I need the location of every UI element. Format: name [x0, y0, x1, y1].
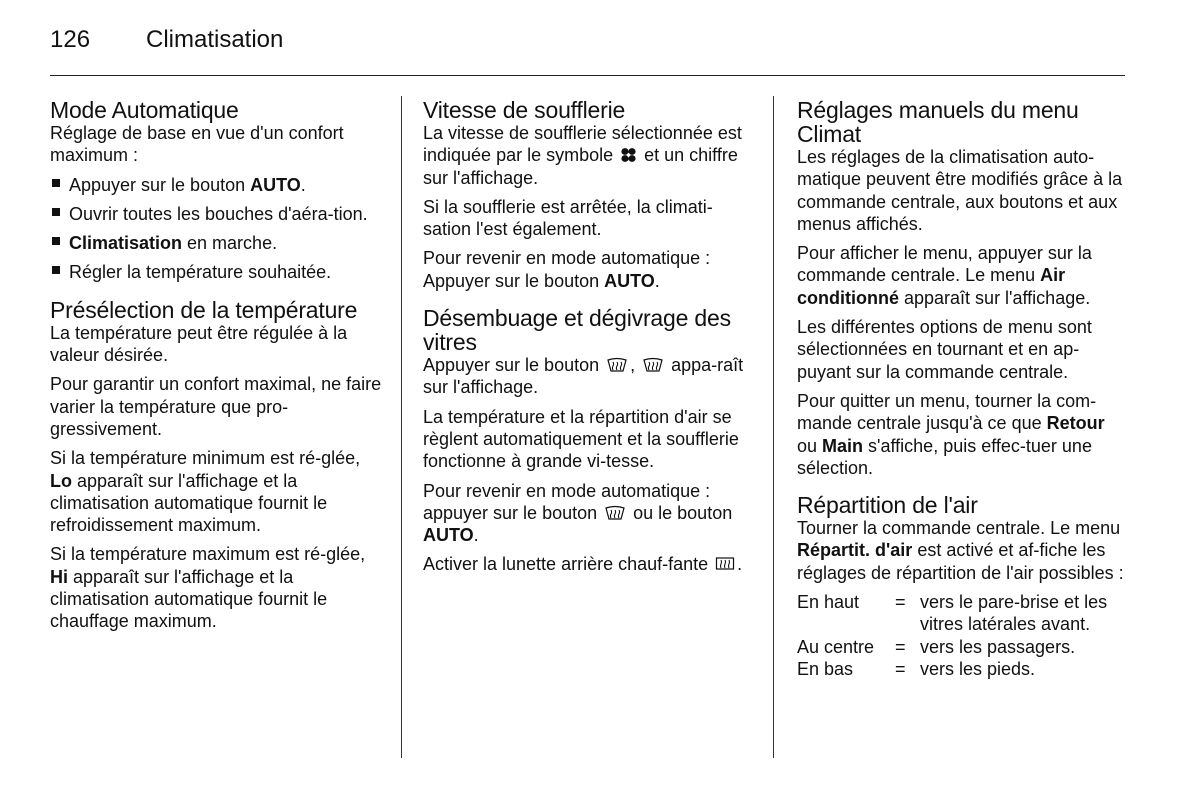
- column-divider-2: [773, 96, 774, 758]
- paragraph-vitesse-1: [423, 122, 753, 189]
- text: La vitesse de soufflerie sélectionnée est indiquée par le symbole: [423, 123, 742, 166]
- equals: =: [895, 636, 906, 657]
- heading-desembuage: Désembuage et dégivrage des vitres: [423, 305, 731, 356]
- heading-reglages-menu: Réglages manuels du menu Climat: [797, 97, 1079, 147]
- column-1: [50, 96, 384, 640]
- text: en marche.: [182, 233, 278, 254]
- bold-text: Climatisation: [69, 233, 183, 254]
- text: .: [654, 270, 660, 291]
- paragraph-vitesse-2: Si la soufflerie est arrêtée, la climati-sation l'est également.: [423, 196, 713, 240]
- paragraph-menu-1: Les réglages de la climatisation auto-matique peuvent être modifiés grâce à la commande centrale, aux boutons et aux menus affichés.: [797, 147, 1123, 234]
- paragraph-desemb-1: [423, 354, 753, 399]
- bullet-icon: [52, 237, 60, 245]
- text: Pour revenir en mode automatique : Appuyer sur le bouton: [423, 248, 711, 291]
- paragraph-lo: [50, 447, 384, 536]
- bold-text: Lo: [50, 470, 72, 491]
- text: Tourner la commande centrale. Le menu: [797, 518, 1121, 539]
- text: apparaît sur l'affichage et la climatisation automatique fournit le chauffage maximum.: [50, 566, 328, 632]
- text: Pour quitter un menu, tourner la com-mande centrale jusqu'à ce que: [797, 390, 1097, 434]
- term: En bas: [797, 658, 854, 679]
- text: Régler la température souhaitée.: [69, 262, 332, 283]
- paragraph-repart-1: [797, 517, 1129, 584]
- paragraph-menu-4: [797, 390, 1129, 479]
- bullet-icon: [52, 266, 60, 274]
- description: vers les pieds.: [920, 658, 1036, 679]
- paragraph-menu-3: Les différentes options de menu sont sélectionnées en tournant et en ap-puyant sur la commande centrale.: [797, 317, 1092, 382]
- header-rule: [50, 75, 1125, 76]
- column-3: [797, 96, 1129, 680]
- description: vers les passagers.: [920, 636, 1076, 657]
- column-2: [423, 96, 753, 583]
- text: Si la température maximum est ré-glée,: [50, 544, 366, 565]
- windshield-defrost-icon: [606, 357, 628, 373]
- text: .: [300, 174, 306, 195]
- list-item: [797, 591, 1129, 636]
- bullet-icon: [52, 179, 60, 187]
- windshield-defrost-icon: [604, 505, 626, 521]
- bullet-list: [50, 174, 384, 284]
- paragraph-desemb-3: [423, 480, 753, 547]
- heading-vitesse: Vitesse de soufflerie: [423, 97, 626, 123]
- list-item: [797, 636, 1129, 658]
- list-item: [50, 261, 384, 283]
- bold-text: AUTO: [250, 174, 301, 195]
- equals: =: [895, 592, 906, 613]
- term: Au centre: [797, 636, 875, 657]
- text: apparaît sur l'affichage.: [899, 287, 1091, 308]
- description: vers le pare-brise et les vitres latérales avant.: [920, 592, 1108, 635]
- text: Activer la lunette arrière chauf-fante: [423, 554, 714, 575]
- text: Pour revenir en mode automatique : appuyer sur le bouton: [423, 480, 711, 523]
- bold-text: Hi: [50, 566, 68, 587]
- rear-window-heater-icon: [715, 556, 735, 572]
- paragraph-desemb-2: La température et la répartition d'air se règlent automatiquement et la soufflerie fonctionne à grande vi-tesse.: [423, 406, 739, 472]
- page-header: [50, 26, 283, 54]
- text: .: [473, 525, 479, 546]
- text: ou le bouton: [628, 502, 733, 523]
- heading-repartition: Répartition de l'air: [797, 492, 978, 519]
- bold-text: Air conditionné: [797, 265, 1066, 308]
- text: ,: [630, 355, 641, 376]
- air-distribution-list: [797, 591, 1129, 680]
- text: apparaît sur l'affichage et la climatisation automatique fournit le refroidissement maximum.: [50, 470, 328, 536]
- text: .: [737, 554, 743, 575]
- paragraph-presel-2: Pour garantir un confort maximal, ne faire varier la température que pro-gressivement.: [50, 374, 382, 439]
- page-number: 126: [50, 26, 91, 53]
- bold-text: AUTO: [423, 525, 474, 546]
- page-title: Climatisation: [146, 26, 284, 53]
- text: s'affiche, puis effec-tuer une sélection.: [797, 435, 1092, 478]
- text: Si la température minimum est ré-glée,: [50, 448, 361, 469]
- text: Pour afficher le menu, appuyer sur la commande centrale. Le menu: [797, 243, 1092, 286]
- term: En haut: [797, 592, 860, 613]
- heading-preselection: Présélection de la température: [50, 296, 358, 323]
- text: Appuyer sur le bouton: [69, 174, 251, 195]
- list-item: [50, 203, 384, 225]
- text: Appuyer sur le bouton: [423, 355, 605, 376]
- paragraph-hi: [50, 543, 384, 632]
- bold-text: Retour: [1046, 413, 1105, 434]
- text: Ouvrir toutes les bouches d'aéra-tion.: [69, 203, 368, 224]
- list-item: [50, 232, 384, 254]
- list-item: [50, 174, 384, 196]
- bold-text: Main: [822, 435, 864, 456]
- column-divider-1: [401, 96, 402, 758]
- paragraph-auto: Réglage de base en vue d'un confort maximum :: [50, 123, 344, 166]
- bold-text: Répartit. d'air: [797, 540, 913, 561]
- text: est activé et af-fiche les réglages de répartition de l'air possibles :: [797, 540, 1124, 583]
- text: ou: [797, 435, 823, 456]
- paragraph-vitesse-3: [423, 247, 753, 292]
- bold-text: AUTO: [604, 270, 655, 291]
- list-item: [797, 658, 1129, 680]
- paragraph-presel-1: La température peut être régulée à la valeur désirée.: [50, 322, 348, 366]
- fan-icon: [620, 147, 637, 163]
- bullet-icon: [52, 208, 60, 216]
- heading-mode-automatique: Mode Automatique: [50, 97, 239, 123]
- windshield-defrost-icon: [642, 357, 664, 373]
- text: et un chiffre sur l'affichage.: [423, 145, 738, 188]
- paragraph-desemb-4: [423, 553, 753, 575]
- equals: =: [895, 658, 906, 679]
- text: appa-raît sur l'affichage.: [423, 355, 744, 398]
- paragraph-menu-2: [797, 242, 1129, 309]
